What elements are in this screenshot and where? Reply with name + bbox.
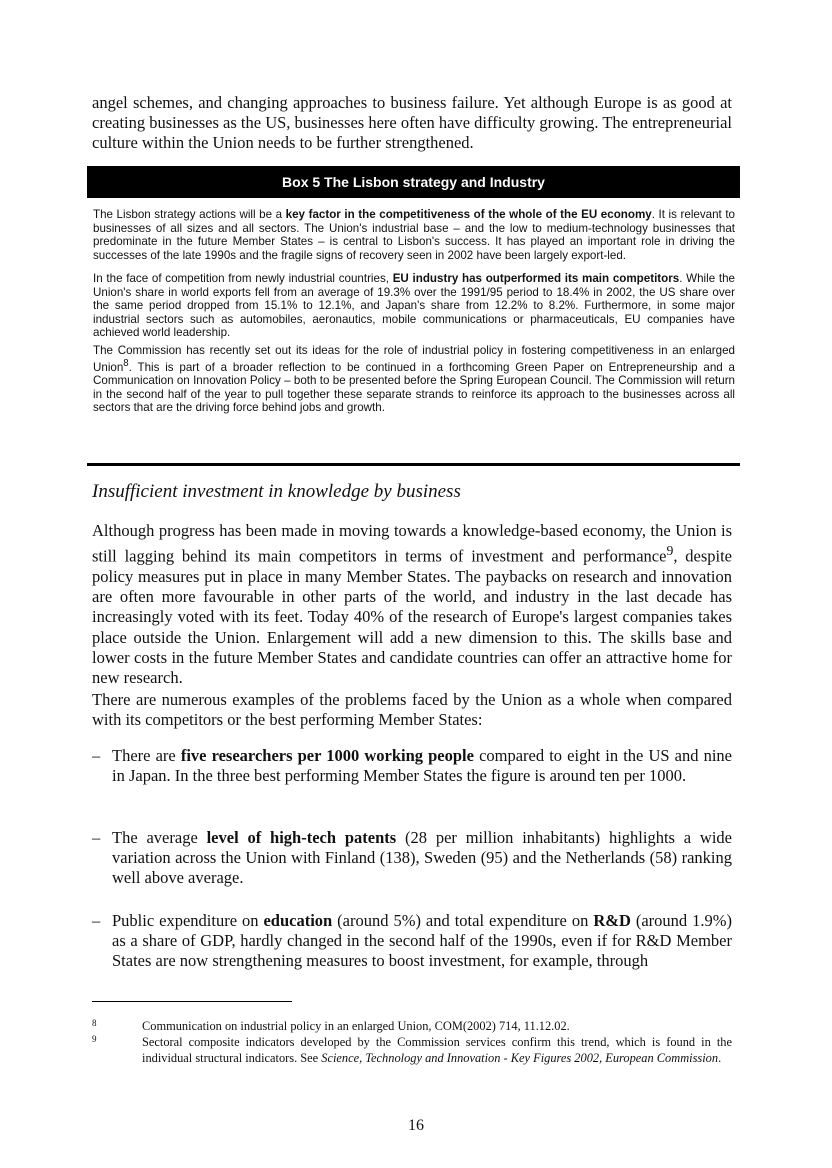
emphasis: key factor in the competitiveness of the whole of the EU economy [285, 208, 652, 221]
section-heading: Insufficient investment in knowledge by business [92, 481, 461, 502]
footnote-number: 9 [92, 1034, 97, 1044]
dash-bullet: – [92, 746, 101, 765]
text-run: . This is part of a broader reflection to be continued in a forthcoming Green Paper on Entrepreneurship and a Communication on Innovation Policy – both to be presented before the Spring European Council. The Commission will return in the second half of the year to pull together these separate strands to reinforce its approach to the businesses across all sectors that are the driving force behind jobs and growth. [93, 360, 735, 415]
text-run: (around 5%) and total expenditure on [332, 911, 594, 930]
text-run: The Lisbon strategy actions will be a [93, 208, 286, 221]
text-run: Although progress has been made in moving towards a knowledge-based economy, the Union is still lagging behind its main competitors in terms of investment and performance [92, 521, 732, 566]
text-run: . [718, 1051, 722, 1065]
box-bottom-rule [87, 463, 740, 466]
list-item-text [112, 828, 732, 889]
footnote-text: Communication on industrial policy in an enlarged Union, COM(2002) 714, 11.12.02. [142, 1019, 570, 1033]
text-run: The average [112, 828, 207, 847]
list-item-text [112, 911, 732, 972]
emphasis: five researchers per 1000 working people [180, 746, 474, 765]
box-paragraph-1 [93, 208, 735, 262]
intro-paragraph: angel schemes, and changing approaches to business failure. Yet although Europe is as good at creating businesses as the US, businesses here often have difficulty growing. The entrepreneurial culture within the Union needs to be further strengthened. [92, 93, 732, 152]
box-paragraph-3 [93, 344, 735, 415]
emphasis: education [263, 911, 333, 930]
dash-bullet: – [92, 911, 101, 930]
list-item-text [112, 746, 732, 786]
footnote-ref: 8 [123, 358, 129, 369]
page-number: 16 [408, 1117, 424, 1134]
text-run: In the face of competition from newly industrial countries, [93, 272, 393, 285]
text-run: . While the Union's share in world exports fell from an average of 19.3% over the 1991/95 period to 18.4% in 2002, the US share over the same period dropped from 15.1% to 12.1%, and Japan's share from 12.2% to 8.2%. Furthermore, in some major industrial sectors such as automobiles, aeronautics, mobile communications or pharmaceuticals, EU companies have achieved world leadership. [93, 272, 735, 339]
list-item [92, 828, 732, 889]
emphasis: level of high-tech patents [206, 828, 397, 847]
dash-bullet: – [92, 828, 101, 847]
footnote-number: 8 [92, 1018, 97, 1028]
emphasis: R&D [593, 911, 631, 930]
emphasis: EU industry has outperformed its main competitors [392, 272, 680, 285]
text-run: , despite policy measures put in place in many Member States. The paybacks on research and innovation are often more favourable in other parts of the world, and industry in the last decade has increasingly voted with its feet. Today 40% of the research of Europe's largest companies takes place outside the Union. Enlargement will add a new dimension to this. The skills base and lower costs in the future Member States and candidate countries can offer an attractive home for new research. [92, 546, 732, 687]
paragraph-1 [92, 521, 732, 688]
box-paragraph-2 [93, 272, 735, 340]
list-item [92, 746, 732, 786]
text-run: Sectoral composite indicators developed by the Commission services confirm this trend, which is found in the individual structural indicators. See [142, 1035, 732, 1065]
footnote-ref: 9 [666, 543, 674, 559]
text-run: (28 per million inhabitants) highlights a wide variation across the Union with Finland (138), Sweden (95) and the Netherlands (58) ranking well above average. [112, 828, 732, 888]
text-run: compared to eight in the US and nine in Japan. In the three best performing Member States the figure is around ten per 1000. [112, 746, 732, 786]
text-run: (around 1.9%) as a share of GDP, hardly changed in the second half of the 1990s, even if for R&D Member States are now strengthening measures to boost investment, for example, through [112, 911, 732, 971]
footnote-8 [92, 1018, 732, 1034]
box-body [93, 208, 735, 425]
footnote-text [142, 1034, 732, 1066]
paragraph-2: There are numerous examples of the problems faced by the Union as a whole when compared with its competitors or the best performing Member States: [92, 690, 732, 730]
text-run: . It is relevant to businesses of all sizes and all sectors. The Union's industrial base – and the low to medium-technology businesses that predominate in the future Member States – is central to Lisbon's success. It has played an important role in driving the successes of the late 1990s and the fragile signs of recovery seen in 2002 have been largely export-led. [93, 208, 736, 262]
text-run: There are [112, 746, 181, 765]
list-item [92, 911, 732, 972]
footnote-9 [92, 1034, 732, 1066]
text-run: Public expenditure on [112, 911, 264, 930]
text-run: The Commission has recently set out its ideas for the role of industrial policy in fostering competitiveness in an enlarged Union [93, 343, 735, 374]
footnote-separator [92, 1001, 292, 1002]
citation-title: Science, Technology and Innovation - Key Figures 2002, European Commission [321, 1051, 719, 1065]
box-title: Box 5 The Lisbon strategy and Industry [87, 166, 740, 198]
